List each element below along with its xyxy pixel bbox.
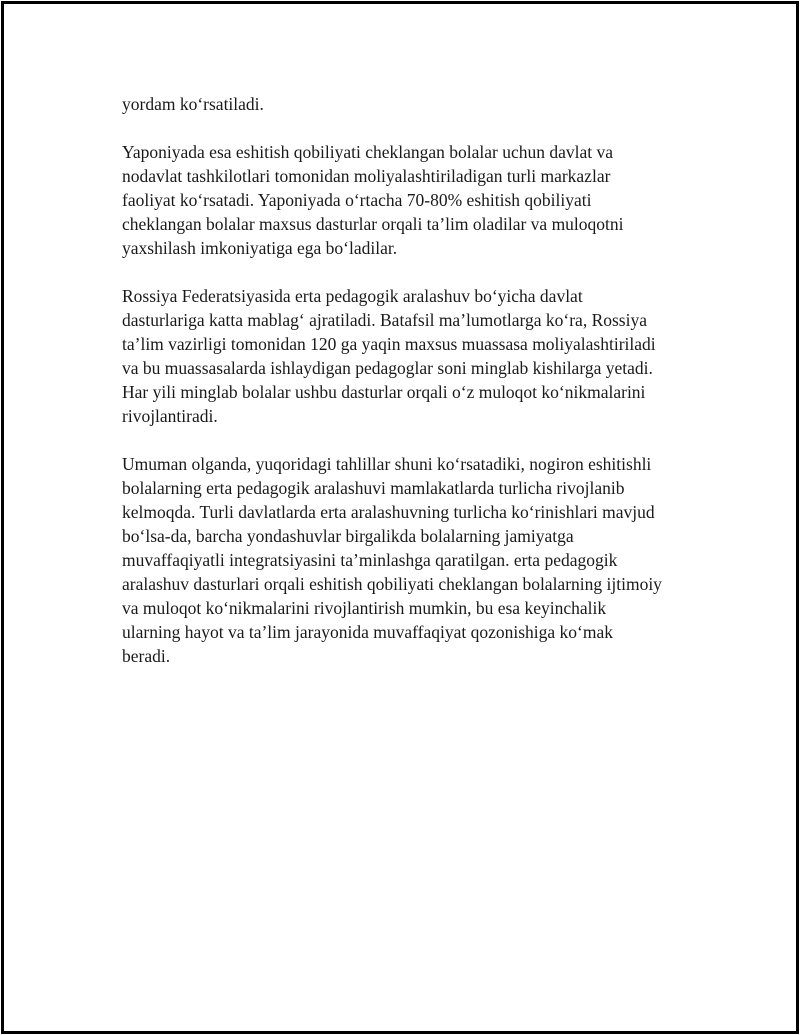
document-body [122, 92, 697, 692]
paragraph-intro-fragment: yordam ko‘rsatiladi. [122, 94, 264, 114]
paragraph-conclusion: Umuman olganda, yuqoridagi tahlillar shuni ko‘rsatadiki, nogiron eshitishli bolalarning erta pedagogik aralashuvi mamlakatlarda turlicha rivojlanib kelmoqda. Turli davlatlarda erta aralashuvning turlicha ko‘rinishlari mavjud bo‘lsa-da, barcha yondashuvlar birgalikda bolalarning jamiyatga muvaffaqiyatli integratsiyasini ta’minlashga qaratilgan. erta pedagogik aralashuv dasturlari orqali eshitish qobiliyati cheklangan bolalarning ijtimoiy va muloqot ko‘nikmalarini rivojlantirish mumkin, bu esa keyinchalik ularning hayot va ta’lim jarayonida muvaffaqiyat qozonishiga ko‘mak beradi. [122, 454, 662, 666]
paragraph-japan: Yaponiyada esa eshitish qobiliyati cheklangan bolalar uchun davlat va nodavlat tashkilotlari tomonidan moliyalashtiriladigan turli markazlar faoliyat ko‘rsatadi. Yaponiyada o‘rtacha 70-80% eshitish qobiliyati cheklangan bolalar maxsus dasturlar orqali ta’lim oladilar va muloqotni yaxshilash imkoniyatiga ega bo‘ladilar. [122, 142, 624, 258]
paragraph-russia: Rossiya Federatsiyasida erta pedagogik aralashuv bo‘yicha davlat dasturlariga katta mablag‘ ajratiladi. Batafsil ma’lumotlarga ko‘ra, Rossiya ta’lim vazirligi tomonidan 120 ga yaqin maxsus muassasa moliyalashtiriladi va bu muassasalarda ishlaydigan pedagoglar soni minglab kishilarga yetadi. Har yili minglab bolalar ushbu dasturlar orqali o‘z muloqot ko‘nikmalarini rivojlantiradi. [122, 286, 656, 426]
page-frame [1, 1, 799, 1034]
